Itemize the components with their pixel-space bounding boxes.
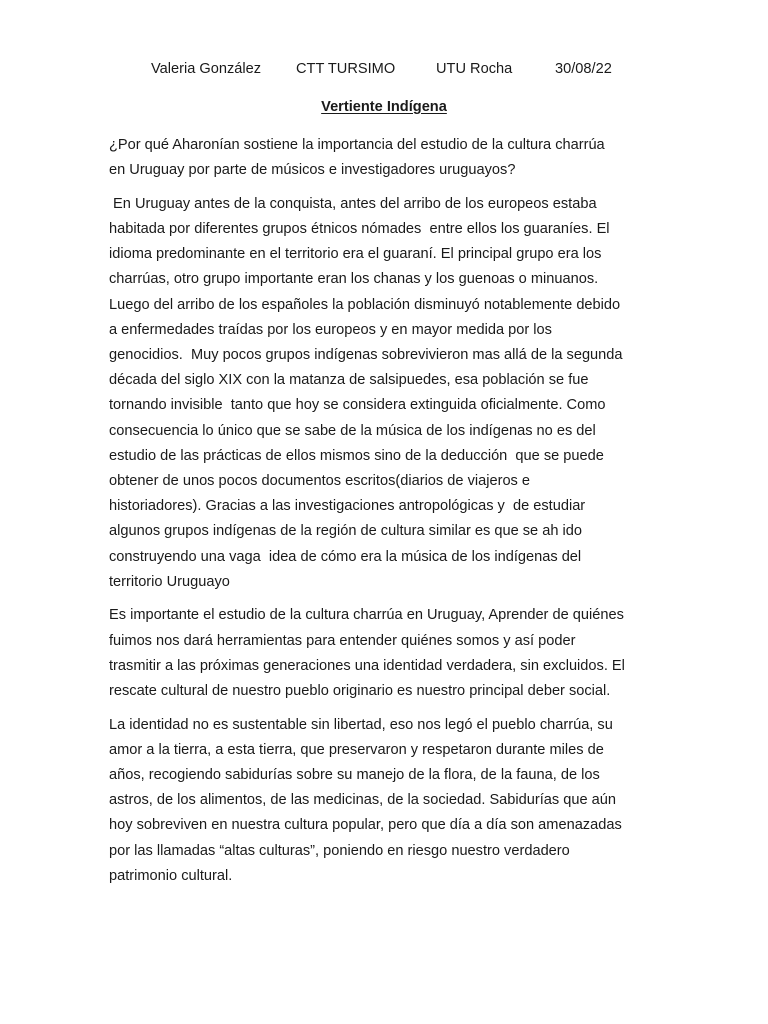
document-header	[0, 59, 768, 79]
paragraph-line: en Uruguay por parte de músicos e investigadores uruguayos?	[109, 162, 516, 179]
paragraph-line: obtener de unos pocos documentos escritos(diarios de viajeros e	[109, 473, 531, 490]
paragraph	[109, 603, 669, 704]
paragraph-line: fuimos nos dará herramientas para entender quiénes somos y así poder	[109, 632, 576, 649]
paragraph-line: hoy sobreviven en nuestra cultura popular, pero que día a día son amenazadas	[109, 817, 622, 834]
document-title: Vertiente Indígena	[321, 99, 447, 115]
paragraph	[109, 713, 669, 889]
paragraph-line: charrúas, otro grupo importante eran los chanas y los guenoas o minuanos.	[109, 271, 599, 288]
paragraph-line: estudio de las prácticas de ellos mismos sino de la deducción que se puede	[109, 447, 604, 464]
paragraph-line: Luego del arribo de los españoles la población disminuyó notablemente debido	[109, 296, 621, 313]
school-name: UTU Rocha	[436, 61, 513, 77]
paragraph-line: idioma predominante en el territorio era el guaraní. El principal grupo era los	[109, 246, 602, 263]
paragraph-line: amor a la tierra, a esta tierra, que preservaron y respetaron durante miles de	[109, 741, 604, 758]
paragraph-line: ¿Por qué Aharonían sostiene la importancia del estudio de la cultura charrúa	[109, 137, 605, 153]
course-name: CTT TURSIMO	[296, 61, 396, 77]
author-name: Valeria González	[151, 61, 262, 77]
paragraph-line: a enfermedades traídas por los europeos y en mayor medida por los	[109, 321, 552, 338]
paragraph-line: trasmitir a las próximas generaciones una identidad verdadera, sin excluidos. El	[109, 657, 625, 674]
paragraph-line: consecuencia lo único que se sabe de la música de los indígenas no es del	[109, 422, 596, 439]
paragraph-line: habitada por diferentes grupos étnicos nómades entre ellos los guaraníes. El	[109, 221, 610, 237]
paragraph-line: En Uruguay antes de la conquista, antes del arribo de los europeos estaba	[109, 195, 597, 212]
paragraph	[109, 192, 669, 595]
document-body	[109, 133, 669, 897]
paragraph-line: historiadores). Gracias a las investigaciones antropológicas y de estudiar	[109, 498, 586, 515]
paragraph-line: década del siglo XIX con la matanza de salsipuedes, esa población se fue	[109, 372, 589, 389]
paragraph-line: años, recogiendo sabidurías sobre su manejo de la flora, de la fauna, de los	[109, 767, 600, 784]
paragraph-line: genocidios. Muy pocos grupos indígenas sobrevivieron mas allá de la segunda	[109, 347, 623, 364]
paragraph-line: por las llamadas “altas culturas”, poniendo en riesgo nuestro verdadero	[109, 842, 570, 859]
paragraph-line: rescate cultural de nuestro pueblo originario es nuestro principal deber social.	[109, 683, 611, 700]
paragraph	[109, 133, 669, 183]
paragraph-line: patrimonio cultural.	[109, 867, 233, 884]
paragraph-line: astros, de los alimentos, de las medicinas, de la sociedad. Sabidurías que aún	[109, 792, 617, 809]
paragraph-line: tornando invisible tanto que hoy se considera extinguida oficialmente. Como	[109, 397, 606, 414]
paragraph-line: La identidad no es sustentable sin libertad, eso nos legó el pueblo charrúa, su	[109, 716, 613, 733]
document-date: 30/08/22	[555, 61, 612, 77]
paragraph-line: territorio Uruguayo	[109, 573, 230, 590]
paragraph-line: algunos grupos indígenas de la región de cultura similar es que se ah ido	[109, 523, 582, 540]
paragraph-line: Es importante el estudio de la cultura charrúa en Uruguay, Aprender de quiénes	[109, 607, 624, 624]
paragraph-line: construyendo una vaga idea de cómo era la música de los indígenas del	[109, 548, 582, 565]
